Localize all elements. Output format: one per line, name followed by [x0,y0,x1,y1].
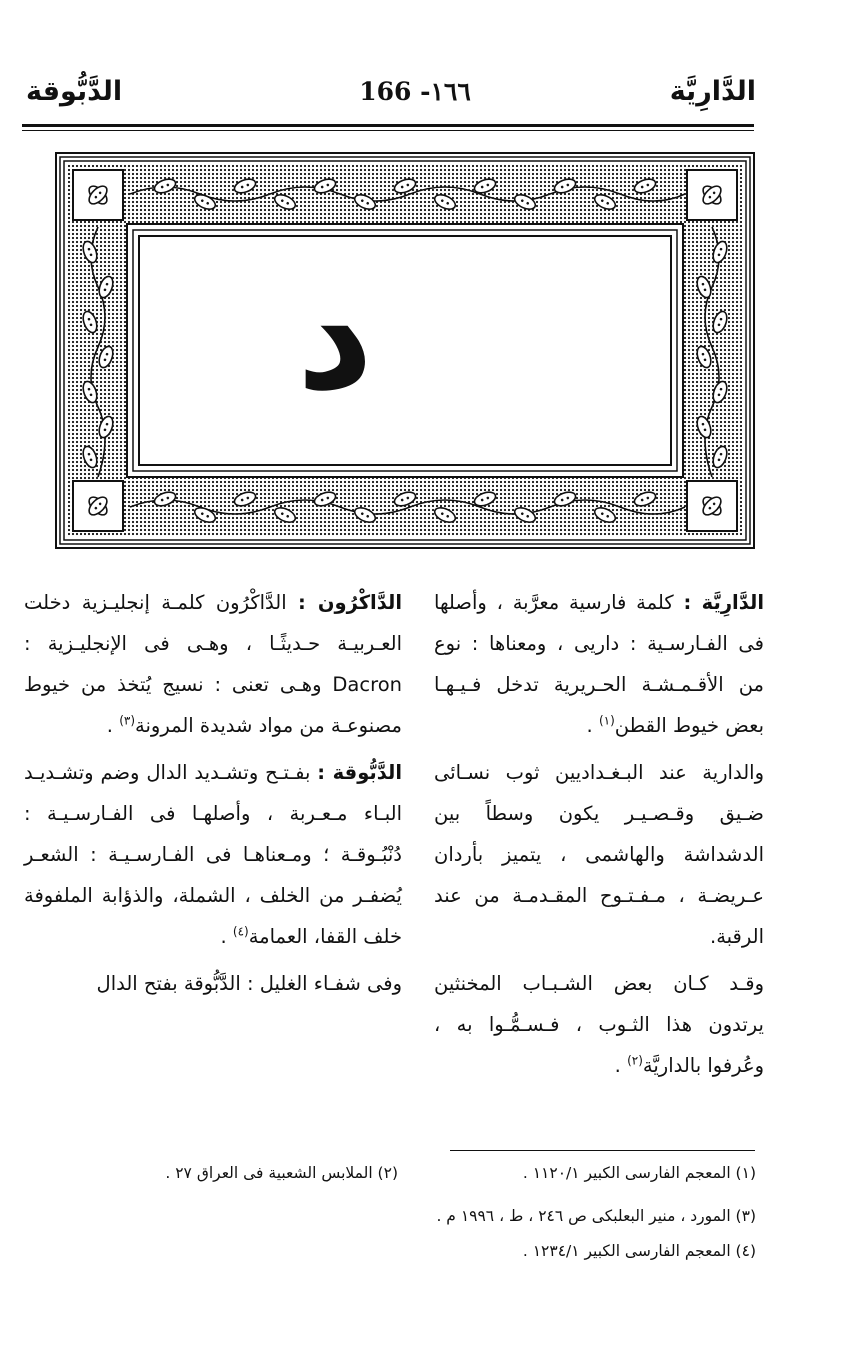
entry-dabbuqa [24,752,402,957]
footnote-1: (١) المعجم الفارسى الكبير ١١٢٠/١ . [522,1164,756,1182]
footnote-ref: (٢) [627,1053,643,1068]
footnote-rule [450,1150,755,1151]
section-letter: د [296,250,374,424]
entry-text: كلمة فارسية معرَّبة ، وأصلها فى الفـارسـية : داريى ، ومعناها : نوع من الأقـمـشـة الحـريرية تدخل فـيـهـا بعض خيوط القطن [434,591,764,737]
paragraph [434,752,764,957]
running-head-first-entry: الدَّارِيَّة [669,76,756,107]
entry-punct: . [220,925,233,948]
paragraph [434,963,764,1086]
paragraph [24,963,402,1004]
header-rule [22,124,754,127]
left-column [24,582,402,1010]
entry-text: وقـد كـان بعض الشـبـاب المخنثين يرتدون هذا الثـوب ، فـسـمُّـوا به ، وعُرفوا بالداريَّة [434,972,764,1077]
footnote-ref: (٣) [119,713,136,728]
entry-dacron [24,582,402,746]
footnote-ref: (١) [598,713,615,728]
footnote-4: (٤) المعجم الفارسى الكبير ١٢٣٤/١ . [522,1242,756,1260]
entry-term: الدَّبُّوقة : [317,761,403,784]
footnote-3: (٣) المورد ، منير البعلبكى ص ٢٤٦ ، ط ، ١٩٩٦ م . [436,1207,756,1225]
entry-text: وفى شفـاء الغليل : الدَّبُّوقة بفتح الدال [96,972,402,995]
entry-text: بفـتـح وتشـديد الدال وضم وتشـديـد البـاء مـعـربة ، وأصلهـا فى الفـارسـيـة : دُنْبُـوقـة ؛ ومـعناهـا فى الفـارسـيـة : الشعـر يُضفـر من الخلف ، الشملة، والذؤابة الملفوفة خلف القفا، العمامة [24,761,402,948]
entry-text: والدارية عند البـغـداديين ثوب نسـائى ضـيق وقـصـيـر يكون وسطاً بين الدشداشة والهاشمى ، يتميز بأردان عـريضـة ، مـفـتـوح المقـدمـة من عند الرقبة. [434,761,764,948]
entry-punct: . [106,714,120,737]
entry-punct: . [614,1054,628,1077]
entry-term: الدَّارِيَّة : [683,591,764,614]
entry-text: الدَّاكْرُون كلمـة إنجليـزية دخلت العـربيـة حـديثًـا ، وهـى فى الإنجليـزية : Dacron وهـى تعنى : نسيج يُتخذ من خيوط مصنوعـة من مواد شديدة المرونة [24,591,402,737]
entry-punct: . [586,714,599,737]
entry-daariyya [434,582,764,746]
entry-term: الدَّاكْرُون : [298,591,403,614]
header-rule-thin [22,130,754,131]
footnote-ref: (٤) [232,924,249,939]
running-head-last-entry: الدَّبُّوقة [26,76,123,107]
right-column [434,582,764,1092]
page-number: ١٦٦- 166 [359,77,471,106]
footnote-2: (٢) الملابس الشعبية فى العراق ٢٧ . [165,1164,398,1182]
